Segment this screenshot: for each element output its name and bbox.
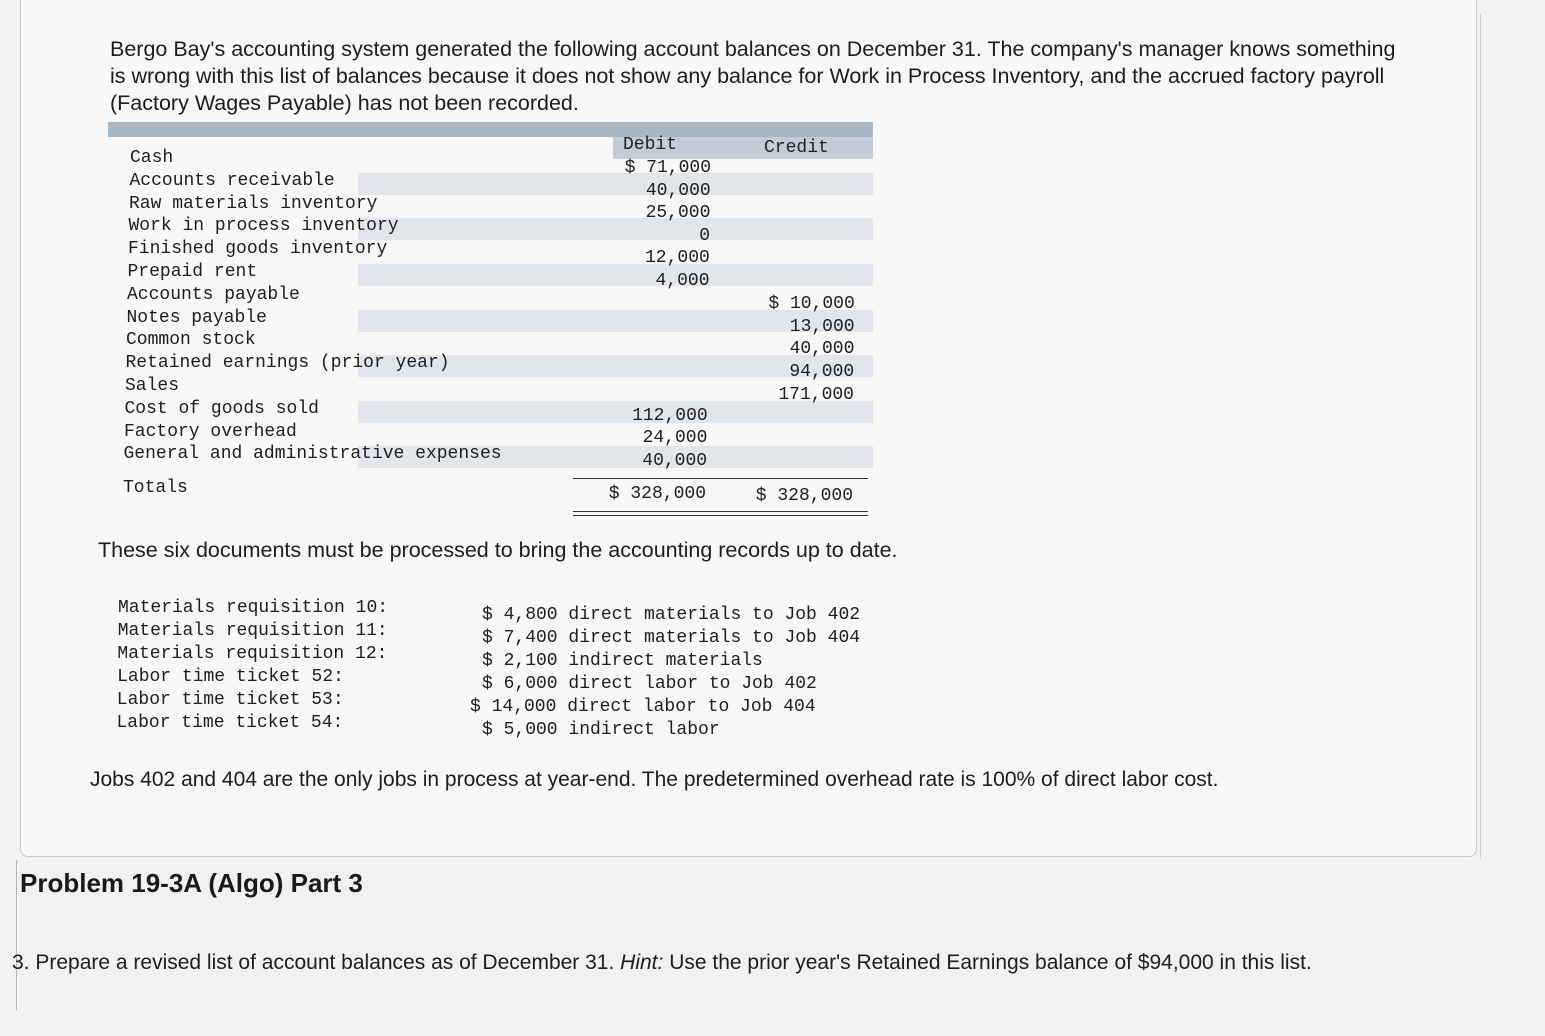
table-row-label: Retained earnings (prior year) <box>125 353 450 374</box>
part-divider <box>16 860 17 1010</box>
document-label: Labor time ticket 54: <box>116 713 344 733</box>
documents-list <box>116 598 936 743</box>
table-row-credit: 40,000 <box>789 339 855 360</box>
document-value: $ 4,800 direct materials to Job 402 <box>482 605 861 625</box>
table-row-debit: 4,000 <box>655 270 710 291</box>
table-row-label: Cost of goods sold <box>124 398 319 419</box>
document-label: Labor time ticket 52: <box>117 667 344 687</box>
task-suffix: Use the prior year's Retained Earnings balance of $94,000 in this list. <box>663 951 1312 974</box>
total-double-rule-1 <box>573 511 868 512</box>
intro-paragraph: Bergo Bay's accounting system generated the following account balances on December 31. The company's manager knows something is wrong with this list of balances because it does not show any balance for Work in Process Inventory, and the accrued factory payroll (Factory Wages Payable) has not been recorded. <box>110 36 1396 115</box>
account-balances-table <box>108 122 878 522</box>
totals-label: Totals <box>123 478 188 498</box>
document-value: $ 6,000 direct labor to Job 402 <box>482 674 817 694</box>
table-row-label: Raw materials inventory <box>129 193 378 214</box>
total-debit: $ 328,000 <box>608 484 706 504</box>
table-row-label: Sales <box>125 376 180 396</box>
table-row-debit: 112,000 <box>632 405 708 426</box>
table-row-debit: 40,000 <box>642 450 708 471</box>
task-prefix: 3. Prepare a revised list of account balances as of December 31. <box>12 951 621 974</box>
card-divider <box>1480 14 1481 859</box>
document-value: $ 14,000 direct labor to Job 404 <box>470 697 816 717</box>
document-label: Materials requisition 12: <box>117 644 388 664</box>
debit-header: Debit <box>623 135 678 155</box>
document-value: $ 2,100 indirect materials <box>482 651 763 671</box>
table-row-label: Accounts receivable <box>129 170 335 191</box>
table-row-debit: 0 <box>699 225 711 246</box>
document-label: Materials requisition 11: <box>117 621 388 641</box>
document-value: $ 5,000 indirect labor <box>482 720 720 740</box>
table-row-debit: 25,000 <box>645 203 711 223</box>
table-row-debit: 40,000 <box>645 180 711 201</box>
table-row-label: Cash <box>130 148 174 168</box>
table-row-credit: 94,000 <box>789 362 855 383</box>
table-row-label: Common stock <box>126 330 256 351</box>
table-row-credit: $ 10,000 <box>768 293 855 314</box>
jobs-note: Jobs 402 and 404 are the only jobs in process at year-end. The predetermined overhead rate is 100% of direct labor cost. <box>90 768 1219 791</box>
table-row-debit: $ 71,000 <box>624 158 711 178</box>
table-row-credit: 171,000 <box>778 385 854 405</box>
table-row-label: General and administrative expenses <box>123 444 502 465</box>
part-title: Problem 19-3A (Algo) Part 3 <box>20 868 363 898</box>
total-rule-top <box>573 478 868 479</box>
table-row-credit: 13,000 <box>789 316 855 337</box>
table-row-label: Finished goods inventory <box>128 239 388 260</box>
table-row-label: Work in process inventory <box>128 216 399 237</box>
table-row-label: Prepaid rent <box>127 262 258 282</box>
table-header-band <box>108 122 873 137</box>
task-hint-label: Hint: <box>620 951 664 974</box>
table-row-debit: 24,000 <box>642 428 708 448</box>
credit-header: Credit <box>764 138 829 158</box>
document-label: Labor time ticket 53: <box>116 690 344 710</box>
document-label: Materials requisition 10: <box>118 598 389 618</box>
documents-intro: These six documents must be processed to bring the accounting records up to date. <box>98 538 898 562</box>
document-value: $ 7,400 direct materials to Job 404 <box>482 628 861 648</box>
task-instruction <box>12 950 1452 976</box>
table-row-label: Notes payable <box>126 307 267 328</box>
table-row-label: Accounts payable <box>127 284 300 305</box>
total-credit: $ 328,000 <box>755 486 853 506</box>
table-row-label: Factory overhead <box>124 421 297 442</box>
total-double-rule-2 <box>573 515 868 516</box>
table-row-debit: 12,000 <box>644 248 710 268</box>
